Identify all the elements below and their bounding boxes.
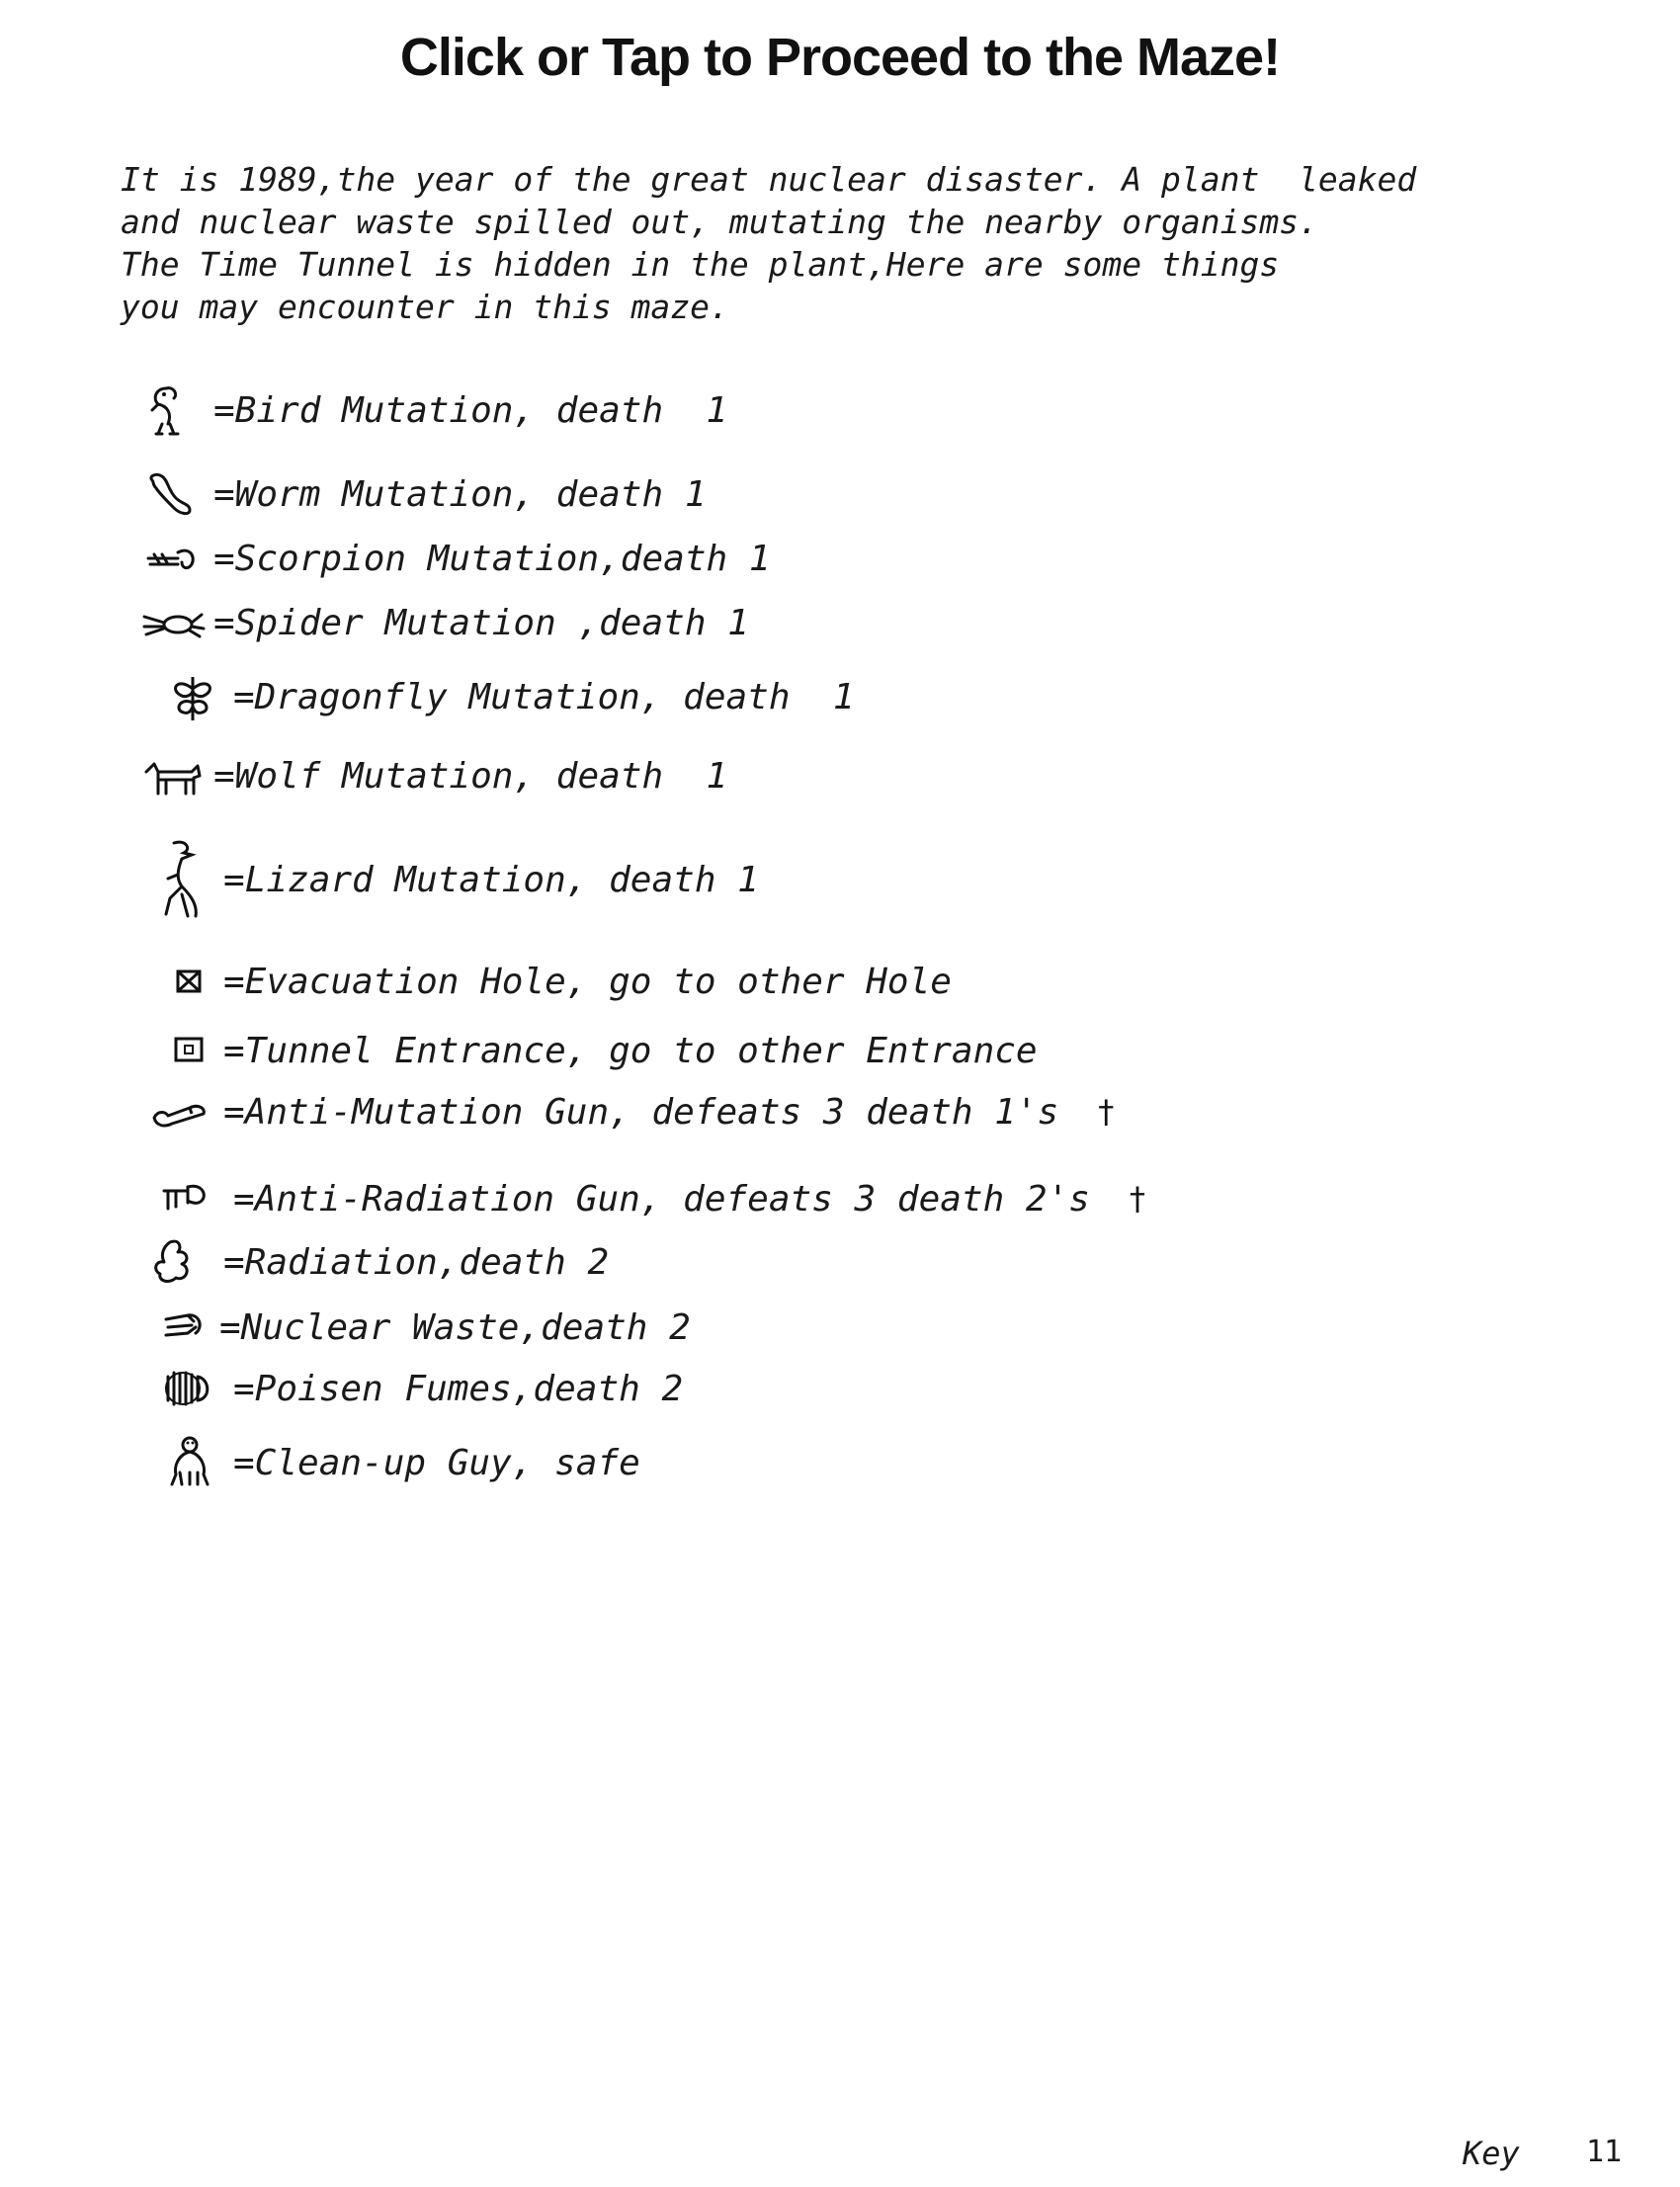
key-item-spider (138, 588, 749, 657)
key-item-scorpion (138, 524, 771, 593)
key-item-text: =Dragonfly Mutation, death 1 (233, 676, 855, 717)
intro-line: you may encounter in this maze. (121, 288, 729, 326)
key-item-text: =Anti-Radiation Gun, defeats 3 death 2's (233, 1178, 1090, 1220)
bird-icon (138, 380, 208, 440)
key-item-poison-fumes (158, 1354, 683, 1423)
clean-up-guy-icon (158, 1433, 227, 1492)
dragonfly-icon (158, 667, 227, 726)
key-item-text: =Nuclear Waste,death 2 (219, 1306, 691, 1348)
dagger-mark: † (1098, 1093, 1115, 1131)
key-item-text: =Scorpion Mutation,death 1 (213, 538, 771, 579)
key-item-text: =Wolf Mutation, death 1 (213, 755, 728, 797)
key-item-anti-mutation-gun (148, 1077, 1114, 1146)
key-item-evacuation-hole (168, 947, 952, 1016)
key-item-text: =Worm Mutation, death 1 (213, 473, 707, 515)
page-number: 11 (1586, 2135, 1623, 2169)
radiation-icon (148, 1232, 217, 1292)
spider-icon (138, 593, 208, 652)
key-item-bird (138, 376, 727, 445)
key-item-text: =Poisen Fumes,death 2 (233, 1368, 684, 1409)
wolf-icon (138, 746, 208, 805)
key-item-text: =Tunnel Entrance, go to other Entrance (223, 1030, 1038, 1071)
key-item-text: =Spider Mutation ,death 1 (213, 602, 749, 643)
anti-radiation-gun-icon (158, 1169, 227, 1228)
key-item-text: =Clean-up Guy, safe (233, 1442, 640, 1483)
lizard-icon (148, 835, 217, 924)
intro-line: and nuclear waste spilled out, mutating the nearby organisms. (121, 203, 1318, 241)
key-item-wolf (138, 741, 727, 810)
key-item-clean-up-guy (158, 1428, 640, 1497)
key-item-text: =Radiation,death 2 (223, 1241, 610, 1283)
poison-fumes-icon (158, 1359, 227, 1418)
evacuation-hole-icon (168, 952, 217, 1011)
anti-mutation-gun-icon (148, 1082, 217, 1141)
key-item-nuclear-waste (158, 1293, 691, 1362)
tunnel-entrance-icon (168, 1021, 217, 1080)
nuclear-waste-icon (158, 1298, 213, 1357)
footer-key-label: Key (1463, 2135, 1520, 2172)
key-item-radiation (148, 1227, 609, 1297)
intro-paragraph (121, 158, 1544, 328)
intro-line: It is 1989,the year of the great nuclear disaster. A plant leaked (121, 160, 1417, 199)
key-item-text: =Anti-Mutation Gun, defeats 3 death 1's (223, 1091, 1059, 1133)
worm-icon (138, 464, 208, 524)
intro-line: The Time Tunnel is hidden in the plant,Here are some things (121, 245, 1280, 284)
key-item-text: =Evacuation Hole, go to other Hole (223, 961, 952, 1002)
key-item-text: =Bird Mutation, death 1 (213, 389, 728, 431)
key-item-lizard (148, 830, 759, 929)
key-item-anti-radiation-gun (158, 1164, 1145, 1233)
key-item-tunnel-entrance (168, 1016, 1038, 1085)
scorpion-icon (138, 529, 208, 588)
proceed-to-maze-link[interactable]: Click or Tap to Proceed to the Maze! (399, 28, 1281, 87)
dagger-mark: † (1129, 1180, 1145, 1218)
key-item-dragonfly (158, 662, 855, 731)
key-item-text: =Lizard Mutation, death 1 (223, 859, 759, 900)
key-item-worm (138, 460, 707, 529)
